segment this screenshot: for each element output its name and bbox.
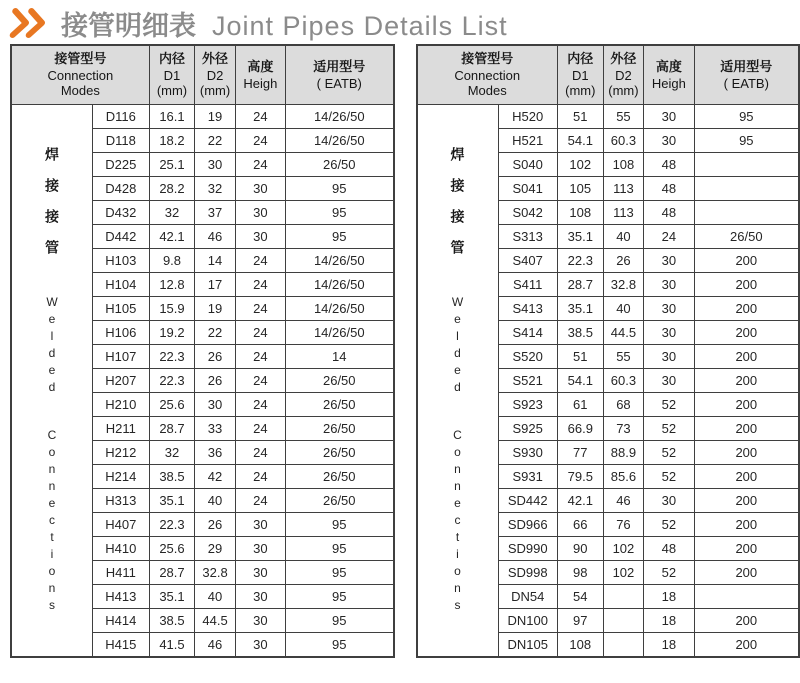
cell-model: S521 <box>498 369 557 393</box>
cell-height: 52 <box>644 417 694 441</box>
cell-d1: 22.3 <box>149 369 195 393</box>
cell-height: 30 <box>644 297 694 321</box>
cell-d1: 51 <box>557 345 603 369</box>
cell-height: 30 <box>235 537 285 561</box>
cell-eatb: 95 <box>286 633 394 658</box>
cell-model: D428 <box>93 177 150 201</box>
cell-height: 52 <box>644 465 694 489</box>
cell-d1: 22.3 <box>149 345 195 369</box>
cell-eatb: 14/26/50 <box>286 249 394 273</box>
cell-eatb: 14/26/50 <box>286 105 394 129</box>
cell-d1: 22.3 <box>149 513 195 537</box>
cell-model: S923 <box>498 393 557 417</box>
cell-d2: 60.3 <box>603 129 644 153</box>
cell-eatb: 200 <box>694 369 799 393</box>
cell-d1: 19.2 <box>149 321 195 345</box>
cell-eatb: 26/50 <box>286 369 394 393</box>
cell-d2: 32.8 <box>603 273 644 297</box>
column-header: 内径 D1 (mm) <box>557 45 603 105</box>
cell-d1: 28.2 <box>149 177 195 201</box>
cell-d2: 26 <box>195 345 236 369</box>
cell-d2: 108 <box>603 153 644 177</box>
cell-model: S925 <box>498 417 557 441</box>
cell-height: 30 <box>235 585 285 609</box>
cell-height: 24 <box>235 417 285 441</box>
cell-d2: 40 <box>603 225 644 249</box>
cell-model: DN105 <box>498 633 557 658</box>
cell-d1: 12.8 <box>149 273 195 297</box>
cell-model: SD998 <box>498 561 557 585</box>
cell-eatb: 200 <box>694 441 799 465</box>
cell-model: SD990 <box>498 537 557 561</box>
cell-d2: 19 <box>195 297 236 321</box>
cell-d1: 41.5 <box>149 633 195 658</box>
cell-eatb: 95 <box>286 177 394 201</box>
cell-model: S042 <box>498 201 557 225</box>
cell-d1: 98 <box>557 561 603 585</box>
cell-d1: 28.7 <box>557 273 603 297</box>
cell-d1: 28.7 <box>149 417 195 441</box>
cell-eatb: 14/26/50 <box>286 273 394 297</box>
cell-d1: 61 <box>557 393 603 417</box>
cell-height: 30 <box>235 513 285 537</box>
cell-model: D118 <box>93 129 150 153</box>
pipe-details-table-left <box>10 44 395 658</box>
side-label-zh: 焊接接管 <box>449 146 466 271</box>
cell-d1: 32 <box>149 201 195 225</box>
cell-d2: 19 <box>195 105 236 129</box>
cell-eatb: 26/50 <box>286 417 394 441</box>
cell-height: 24 <box>235 129 285 153</box>
cell-model: D442 <box>93 225 150 249</box>
cell-d2: 32 <box>195 177 236 201</box>
side-label-en: Welded Connections <box>45 294 59 615</box>
cell-model: S930 <box>498 441 557 465</box>
cell-eatb <box>694 585 799 609</box>
cell-height: 18 <box>644 585 694 609</box>
cell-height: 30 <box>644 249 694 273</box>
cell-height: 18 <box>644 633 694 658</box>
cell-model: H211 <box>93 417 150 441</box>
cell-height: 24 <box>235 297 285 321</box>
cell-d2: 46 <box>603 489 644 513</box>
cell-d1: 35.1 <box>149 585 195 609</box>
cell-d1: 15.9 <box>149 297 195 321</box>
cell-d1: 35.1 <box>557 225 603 249</box>
cell-height: 30 <box>235 609 285 633</box>
cell-height: 30 <box>644 105 694 129</box>
table-row <box>11 105 394 129</box>
cell-eatb: 200 <box>694 537 799 561</box>
cell-d2: 88.9 <box>603 441 644 465</box>
cell-d1: 32 <box>149 441 195 465</box>
cell-d1: 108 <box>557 633 603 658</box>
cell-d1: 54.1 <box>557 369 603 393</box>
column-header: 接管型号 Connection Modes <box>417 45 558 105</box>
cell-d2: 30 <box>195 153 236 177</box>
cell-d2: 26 <box>195 369 236 393</box>
cell-d2 <box>603 609 644 633</box>
cell-height: 24 <box>235 465 285 489</box>
cell-model: S407 <box>498 249 557 273</box>
cell-height: 24 <box>235 105 285 129</box>
cell-model: H212 <box>93 441 150 465</box>
cell-height: 24 <box>235 441 285 465</box>
cell-d1: 22.3 <box>557 249 603 273</box>
joint-pipes-tables <box>0 44 800 658</box>
cell-height: 24 <box>235 345 285 369</box>
cell-height: 24 <box>644 225 694 249</box>
cell-eatb: 26/50 <box>286 153 394 177</box>
cell-d2: 73 <box>603 417 644 441</box>
cell-d2: 76 <box>603 513 644 537</box>
cell-d1: 28.7 <box>149 561 195 585</box>
double-chevron-icon <box>10 8 48 38</box>
cell-eatb <box>694 153 799 177</box>
cell-d2: 29 <box>195 537 236 561</box>
table-row <box>417 105 800 129</box>
cell-d2: 55 <box>603 345 644 369</box>
cell-model: S931 <box>498 465 557 489</box>
cell-eatb: 95 <box>286 225 394 249</box>
cell-model: H415 <box>93 633 150 658</box>
cell-height: 30 <box>235 561 285 585</box>
cell-height: 24 <box>235 369 285 393</box>
cell-model: D432 <box>93 201 150 225</box>
cell-model: H414 <box>93 609 150 633</box>
column-header: 适用型号 ( EATB) <box>286 45 394 105</box>
cell-d1: 90 <box>557 537 603 561</box>
cell-d1: 18.2 <box>149 129 195 153</box>
cell-d2: 60.3 <box>603 369 644 393</box>
cell-model: H521 <box>498 129 557 153</box>
cell-model: S411 <box>498 273 557 297</box>
cell-model: H106 <box>93 321 150 345</box>
cell-height: 30 <box>644 129 694 153</box>
cell-model: SD442 <box>498 489 557 513</box>
cell-model: H313 <box>93 489 150 513</box>
cell-height: 18 <box>644 609 694 633</box>
cell-height: 30 <box>644 273 694 297</box>
column-header: 高度 Heigh <box>644 45 694 105</box>
cell-d1: 102 <box>557 153 603 177</box>
cell-height: 30 <box>235 177 285 201</box>
cell-d1: 38.5 <box>149 609 195 633</box>
side-label-en: Welded Connections <box>450 294 465 615</box>
cell-eatb: 95 <box>286 201 394 225</box>
cell-eatb: 200 <box>694 297 799 321</box>
cell-d2: 22 <box>195 129 236 153</box>
cell-eatb: 26/50 <box>286 393 394 417</box>
cell-height: 30 <box>644 321 694 345</box>
cell-d2: 36 <box>195 441 236 465</box>
cell-d1: 35.1 <box>149 489 195 513</box>
cell-eatb: 14 <box>286 345 394 369</box>
cell-d2: 113 <box>603 177 644 201</box>
cell-eatb: 200 <box>694 513 799 537</box>
cell-model: S313 <box>498 225 557 249</box>
cell-eatb: 14/26/50 <box>286 129 394 153</box>
cell-model: H214 <box>93 465 150 489</box>
cell-height: 48 <box>644 537 694 561</box>
cell-d1: 105 <box>557 177 603 201</box>
cell-eatb: 95 <box>286 585 394 609</box>
cell-d2: 32.8 <box>195 561 236 585</box>
cell-d2: 40 <box>195 489 236 513</box>
cell-height: 30 <box>235 633 285 658</box>
cell-d1: 77 <box>557 441 603 465</box>
cell-height: 30 <box>644 369 694 393</box>
cell-d1: 38.5 <box>557 321 603 345</box>
cell-height: 52 <box>644 393 694 417</box>
cell-height: 24 <box>235 489 285 513</box>
cell-d2: 17 <box>195 273 236 297</box>
cell-d2: 44.5 <box>603 321 644 345</box>
cell-d2: 102 <box>603 561 644 585</box>
side-label-welded-connections <box>11 105 93 658</box>
cell-eatb: 95 <box>286 609 394 633</box>
cell-d2: 26 <box>603 249 644 273</box>
page-header <box>0 0 800 44</box>
cell-d2: 68 <box>603 393 644 417</box>
cell-d2: 30 <box>195 393 236 417</box>
cell-d2: 40 <box>603 297 644 321</box>
side-label-welded-connections <box>417 105 499 658</box>
cell-model: H207 <box>93 369 150 393</box>
cell-d2: 40 <box>195 585 236 609</box>
cell-height: 24 <box>235 393 285 417</box>
cell-d2: 14 <box>195 249 236 273</box>
cell-eatb: 200 <box>694 249 799 273</box>
cell-eatb <box>694 201 799 225</box>
cell-d2: 55 <box>603 105 644 129</box>
cell-d2: 46 <box>195 225 236 249</box>
cell-d2: 113 <box>603 201 644 225</box>
cell-d2: 26 <box>195 513 236 537</box>
cell-height: 52 <box>644 561 694 585</box>
cell-height: 30 <box>235 225 285 249</box>
cell-eatb: 26/50 <box>286 489 394 513</box>
cell-eatb: 200 <box>694 393 799 417</box>
cell-eatb: 200 <box>694 273 799 297</box>
cell-model: H104 <box>93 273 150 297</box>
cell-d1: 54.1 <box>557 129 603 153</box>
cell-d1: 54 <box>557 585 603 609</box>
cell-d2: 102 <box>603 537 644 561</box>
cell-height: 30 <box>644 345 694 369</box>
cell-model: S413 <box>498 297 557 321</box>
cell-model: S040 <box>498 153 557 177</box>
cell-d2 <box>603 633 644 658</box>
cell-d1: 35.1 <box>557 297 603 321</box>
column-header: 适用型号 ( EATB) <box>694 45 799 105</box>
column-header: 外径 D2 (mm) <box>195 45 236 105</box>
cell-d2: 22 <box>195 321 236 345</box>
cell-d1: 66.9 <box>557 417 603 441</box>
cell-eatb: 26/50 <box>694 225 799 249</box>
cell-model: DN54 <box>498 585 557 609</box>
cell-eatb: 14/26/50 <box>286 321 394 345</box>
cell-eatb: 200 <box>694 465 799 489</box>
cell-model: H413 <box>93 585 150 609</box>
cell-d1: 25.1 <box>149 153 195 177</box>
cell-eatb: 200 <box>694 321 799 345</box>
cell-d1: 42.1 <box>557 489 603 513</box>
cell-d1: 9.8 <box>149 249 195 273</box>
cell-model: H407 <box>93 513 150 537</box>
cell-height: 24 <box>235 249 285 273</box>
column-header: 外径 D2 (mm) <box>603 45 644 105</box>
page-title <box>61 4 508 43</box>
cell-d1: 25.6 <box>149 393 195 417</box>
cell-d1: 108 <box>557 201 603 225</box>
cell-model: D225 <box>93 153 150 177</box>
cell-eatb: 26/50 <box>286 441 394 465</box>
cell-model: H103 <box>93 249 150 273</box>
cell-height: 24 <box>235 153 285 177</box>
cell-height: 52 <box>644 441 694 465</box>
cell-model: DN100 <box>498 609 557 633</box>
cell-height: 48 <box>644 153 694 177</box>
cell-d2: 42 <box>195 465 236 489</box>
cell-eatb <box>694 177 799 201</box>
cell-d2: 46 <box>195 633 236 658</box>
cell-d1: 66 <box>557 513 603 537</box>
side-label-zh: 焊接接管 <box>44 146 60 271</box>
column-header: 接管型号 Connection Modes <box>11 45 149 105</box>
cell-eatb: 200 <box>694 561 799 585</box>
column-header: 内径 D1 (mm) <box>149 45 195 105</box>
cell-model: H520 <box>498 105 557 129</box>
cell-eatb: 200 <box>694 609 799 633</box>
cell-d1: 97 <box>557 609 603 633</box>
cell-eatb: 95 <box>694 105 799 129</box>
page-title-en: Joint Pipes Details List <box>212 10 508 41</box>
cell-model: H105 <box>93 297 150 321</box>
cell-eatb: 26/50 <box>286 465 394 489</box>
cell-model: S520 <box>498 345 557 369</box>
cell-d1: 38.5 <box>149 465 195 489</box>
cell-d2: 85.6 <box>603 465 644 489</box>
cell-d2 <box>603 585 644 609</box>
cell-height: 48 <box>644 201 694 225</box>
pipe-details-table-right <box>416 44 800 658</box>
cell-eatb: 95 <box>286 561 394 585</box>
cell-eatb: 200 <box>694 345 799 369</box>
cell-eatb: 95 <box>694 129 799 153</box>
cell-model: H210 <box>93 393 150 417</box>
cell-height: 24 <box>235 273 285 297</box>
cell-height: 48 <box>644 177 694 201</box>
page-title-zh: 接管明细表 <box>61 10 196 41</box>
cell-eatb: 200 <box>694 417 799 441</box>
cell-height: 24 <box>235 321 285 345</box>
cell-eatb: 95 <box>286 537 394 561</box>
cell-model: D116 <box>93 105 150 129</box>
cell-eatb: 95 <box>286 513 394 537</box>
cell-d1: 79.5 <box>557 465 603 489</box>
cell-d1: 51 <box>557 105 603 129</box>
cell-model: SD966 <box>498 513 557 537</box>
cell-eatb: 200 <box>694 633 799 658</box>
cell-height: 30 <box>235 201 285 225</box>
cell-model: H410 <box>93 537 150 561</box>
cell-model: S041 <box>498 177 557 201</box>
cell-model: S414 <box>498 321 557 345</box>
cell-d2: 33 <box>195 417 236 441</box>
cell-eatb: 14/26/50 <box>286 297 394 321</box>
cell-d2: 37 <box>195 201 236 225</box>
cell-model: H411 <box>93 561 150 585</box>
cell-height: 52 <box>644 513 694 537</box>
cell-model: H107 <box>93 345 150 369</box>
cell-d1: 25.6 <box>149 537 195 561</box>
cell-height: 30 <box>644 489 694 513</box>
cell-d1: 42.1 <box>149 225 195 249</box>
column-header: 高度 Heigh <box>235 45 285 105</box>
cell-d1: 16.1 <box>149 105 195 129</box>
cell-d2: 44.5 <box>195 609 236 633</box>
cell-eatb: 200 <box>694 489 799 513</box>
